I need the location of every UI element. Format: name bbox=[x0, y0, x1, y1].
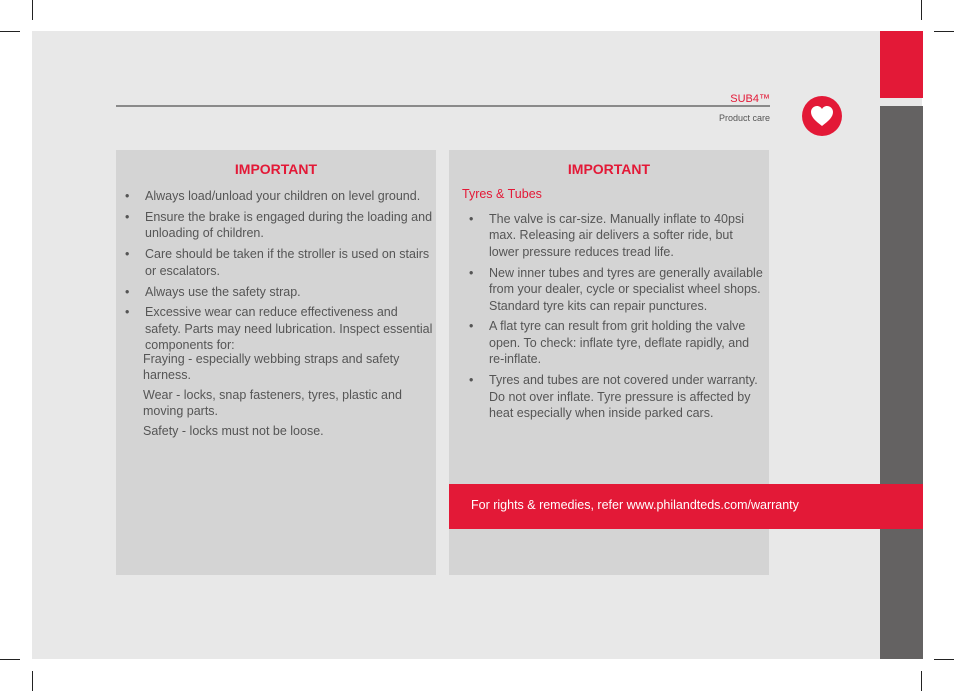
side-tab-red bbox=[880, 31, 923, 98]
header-title: SUB4™ bbox=[730, 93, 770, 105]
side-tab-grey bbox=[880, 106, 923, 659]
crop-mark bbox=[934, 659, 954, 660]
list-item: • New inner tubes and tyres are generally available from your dealer, cycle or specialist wheel shops. Standard tyre kits can repair punctures. bbox=[469, 265, 765, 314]
panel-heading: IMPORTANT bbox=[234, 161, 318, 177]
tyres-list bbox=[469, 211, 765, 426]
list-item: • A flat tyre can result from grit holding the valve open. To check: inflate tyre, deflate rapidly, and re-inflate. bbox=[469, 318, 765, 367]
list-item: • Care should be taken if the stroller is used on stairs or escalators. bbox=[125, 246, 433, 279]
sub-item: Safety - locks must not be loose. bbox=[143, 423, 324, 438]
sub-item: Wear - locks, snap fasteners, tyres, plastic and moving parts. bbox=[143, 387, 402, 419]
crop-mark bbox=[921, 0, 922, 20]
tyres-subheading: Tyres & Tubes bbox=[462, 187, 542, 201]
list-item: • Ensure the brake is engaged during the loading and unloading of children. bbox=[125, 209, 433, 242]
crop-mark bbox=[32, 671, 33, 691]
list-item: • Always load/unload your children on level ground. bbox=[125, 188, 433, 204]
crop-mark bbox=[934, 31, 954, 32]
crop-mark bbox=[0, 31, 20, 32]
warranty-banner bbox=[449, 484, 923, 529]
list-item: • Always use the safety strap. bbox=[125, 284, 433, 300]
important-panel-left bbox=[116, 150, 436, 575]
warranty-text: For rights & remedies, refer www.philandteds.com/warranty bbox=[471, 498, 799, 512]
list-item: • Excessive wear can reduce effectiveness and safety. Parts may need lubrication. Inspect essential components for: bbox=[125, 304, 433, 353]
heart-icon bbox=[810, 105, 834, 127]
header-subtitle: Product care bbox=[718, 113, 770, 123]
heart-badge bbox=[802, 96, 842, 136]
list-item: • The valve is car-size. Manually inflate to 40psi max. Releasing air delivers a softer ride, but lower pressure reduces tread life. bbox=[469, 211, 765, 260]
crop-mark bbox=[0, 659, 20, 660]
crop-mark bbox=[32, 0, 33, 20]
list-item: • Tyres and tubes are not covered under warranty. Do not over inflate. Tyre pressure is affected by heat especially when inside parked cars. bbox=[469, 372, 765, 421]
safety-list bbox=[125, 188, 433, 358]
header-divider bbox=[116, 105, 770, 107]
panel-heading: IMPORTANT bbox=[567, 161, 651, 177]
sub-item: Fraying - especially webbing straps and safety harness. bbox=[143, 352, 400, 383]
inspection-sublist bbox=[143, 351, 428, 442]
crop-mark bbox=[921, 671, 922, 691]
